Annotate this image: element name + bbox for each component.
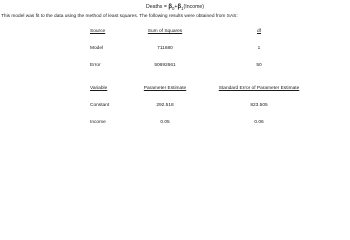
params-row-variable: Income: [90, 120, 106, 125]
beta0-subscript: 0: [172, 6, 175, 12]
anova-row-source: Model: [90, 46, 104, 51]
params-header-estimate: Parameter Estimate: [143, 86, 187, 91]
equation-lhs: Deaths =: [145, 4, 169, 10]
params-row-estimate: 0.05: [160, 120, 170, 125]
intro-text: This model was fit to the data using the method of least squares. The following results were obtained from SAS:: [1, 14, 238, 19]
params-row-se: 823.505: [250, 103, 268, 108]
anova-header-source: Source: [90, 29, 106, 34]
anova-row-ss: 50692661: [154, 63, 176, 68]
model-equation: [0, 4, 350, 12]
anova-row-df: 50: [256, 63, 262, 68]
beta1-subscript: 1: [181, 6, 184, 12]
anova-header-ss: Sum of Squares: [147, 29, 183, 34]
params-header-variable: Variable: [90, 86, 108, 91]
anova-header-df: df: [256, 29, 262, 34]
equation-plus: +: [174, 4, 178, 10]
params-row-variable: Constant: [90, 103, 110, 108]
beta0-symbol: β: [168, 4, 172, 10]
anova-row-ss: 711680: [157, 46, 173, 51]
params-header-se: Standard Error of Parameter Estimate: [218, 86, 300, 91]
equation-rhs: (Income): [183, 4, 205, 10]
params-row-se: 0.06: [254, 120, 264, 125]
anova-row-source: Error: [90, 63, 101, 68]
params-row-estimate: 292.518: [156, 103, 174, 108]
anova-row-df: 1: [257, 46, 261, 51]
beta1-symbol: β: [177, 4, 182, 10]
